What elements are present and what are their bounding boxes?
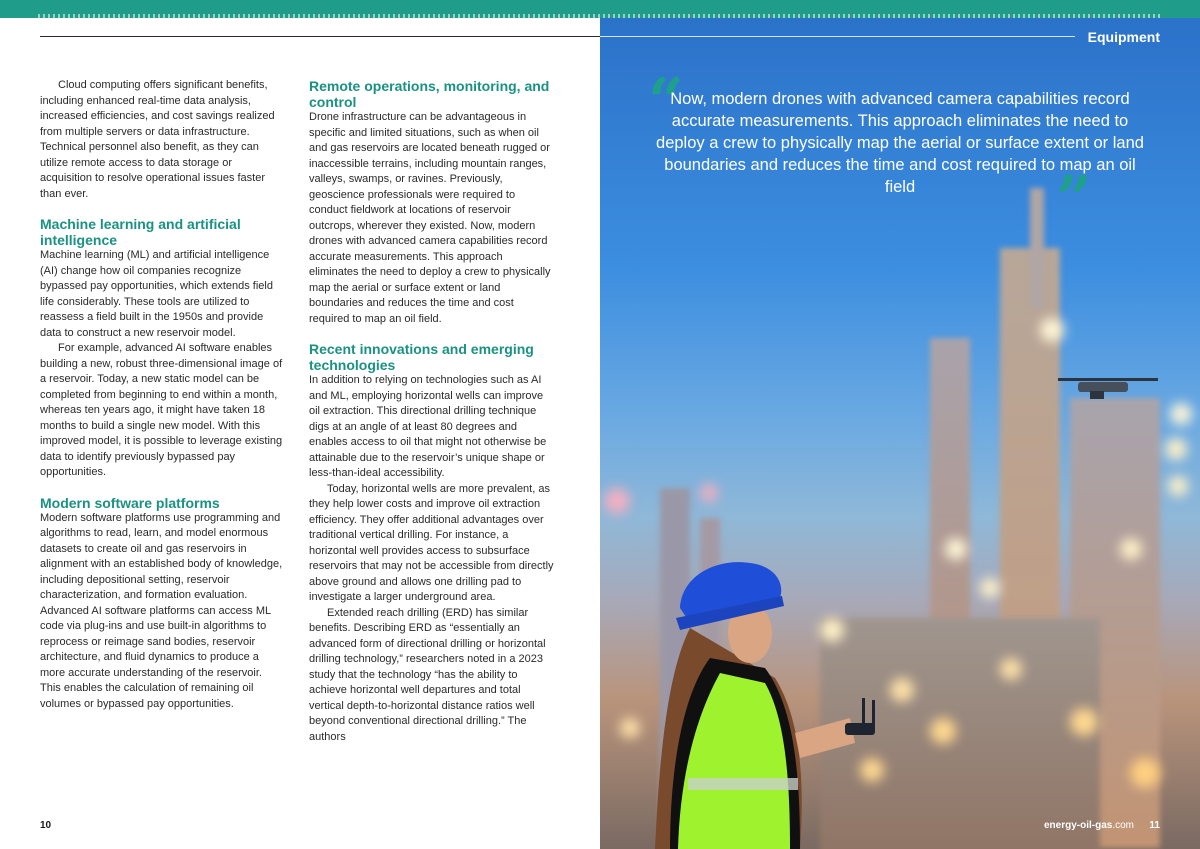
paragraph: Today, horizontal wells are more prevalent, as they help lower costs and improve oil extraction efficiency. They offer additional advantages over traditional vertical drilling. For instance, a horizontal well provides access to subsurface reservoirs that may not be accessible from directly above ground and allows one drilling pad to investigate a larger underground area. — [309, 482, 554, 603]
paragraph: Drone infrastructure can be advantageous in specific and limited situations, such as when oil and gas reservoirs are located beneath rugged or inaccessible terrains, including mountain ranges, valleys, swamps, or ravines. Previously, geoscience professionals were required to conduct fieldwork at locations of reservoir outcrops, wherever they existed. Now, modern drones with advanced camera capabilities record accurate measurements. This approach eliminates the need to deploy a crew to physically map the aerial or surface extent or land boundaries and reduces the time and cost required to map an oil field. — [309, 111, 551, 325]
paragraph: For example, advanced AI software enables building a new, robust three-dimensional image of a reservoir. Today, a new static model can be completed from beginning to end within a month, whereas ten years ago, it might have taken 18 months to build a single new model. With this improved model, it is possible to leverage existing data to identify previously bypassed pay opportunities. — [40, 342, 283, 478]
paragraph: Extended reach drilling (ERD) has similar benefits. Describing ERD as “essentially an advanced form of directional drilling or horizontal drilling technology,” researchers noted in a 2023 study that the technology “has the ability to achieve horizontal well departures and total vertical depth-to-horizontal distance ratios well beyond conventional directional drilling.” The authors — [309, 606, 546, 743]
site-url[interactable] — [1044, 820, 1134, 831]
paragraph: Machine learning (ML) and artificial intelligence (AI) change how oil companies recognize bypassed pay opportunities, which extends field life considerably. These tools are utilized to reassess a field built in the 1950s and provide data to construct a new reservoir model. — [40, 249, 273, 339]
heading-machine-learning: Machine learning and artificial intelligence — [40, 216, 241, 248]
pull-quote: Now, modern drones with advanced camera capabilities record accurate measurements. This approach eliminates the need to deploy a crew to physically map the aerial or surface extent or land boundaries and reduces the time and cost required to map an oil field — [656, 90, 1144, 196]
drone-icon — [1058, 378, 1158, 399]
paragraph: Cloud computing offers significant benefits, including enhanced real-time data analysis, increased efficiencies, and cost savings realized from multiple servers or data infrastructure. Technical personnel also benefit, as they can utilize remote access to data storage or acquisition to resolve operational issues faster than ever. — [40, 79, 275, 200]
page-number-left: 10 — [40, 820, 52, 831]
site-url-name: energy-oil-gas — [1043, 820, 1113, 831]
close-quote-icon: ” — [1056, 162, 1092, 235]
paragraph: Modern software platforms use programming and algorithms to read, learn, and model enormous datasets to create oil and gas reservoirs in alignment with an established body of knowledge, including depositional setting, reservoir characterization, and formation evaluation. Advanced AI software platforms can access ML code via plug-ins and use built-in algorithms to reprocess or reimage sand bodies, reservoir architecture, and fluid dynamics to produce a more accurate understanding of the reservoir. This enables the calculation of remaining oil volumes or bypassed pay opportunities. — [40, 511, 283, 710]
heading-recent-innovations: Recent innovations and emerging technologies — [309, 341, 534, 373]
text-column-2 — [309, 78, 554, 745]
site-url-tld: .com — [1112, 820, 1134, 831]
text-column-1 — [40, 78, 285, 712]
section-label: Equipment — [1087, 29, 1160, 45]
worker-figure — [655, 562, 875, 849]
heading-software-platforms: Modern software platforms — [40, 494, 220, 511]
heading-remote-operations: Remote operations, monitoring, and control — [309, 78, 550, 110]
header-rule-left — [40, 36, 600, 37]
page-number-right: 11 — [1149, 820, 1160, 831]
open-quote-icon: “ — [648, 64, 684, 137]
header-rule-right — [600, 36, 1075, 37]
paragraph: In addition to relying on technologies such as AI and ML, employing horizontal wells can improve oil extraction. This directional drilling technique digs at an angle of at least 80 degrees and enables access to oil that might not otherwise be attainable due to the reservoir’s unique shape or less-than-ideal accessibility. — [309, 374, 547, 479]
